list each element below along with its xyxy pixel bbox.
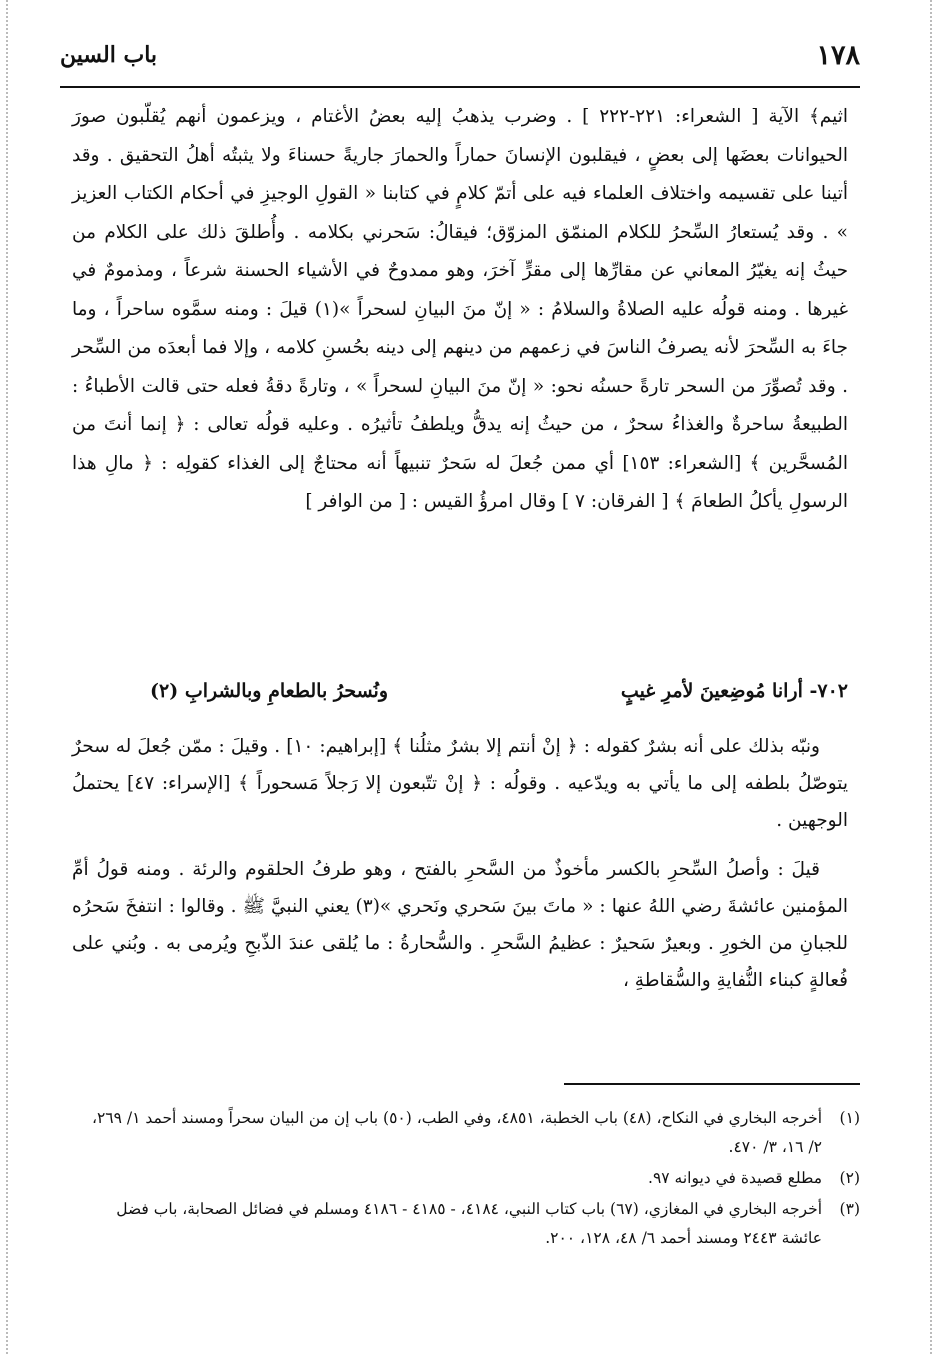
footnote xyxy=(78,1164,860,1193)
verse-hemistich-1: ٧٠٢- أرانا مُوضِعينَ لأمرِ غيبٍ xyxy=(620,680,848,702)
page-number: ١٧٨ xyxy=(816,40,860,71)
footnotes xyxy=(78,1104,860,1255)
verse-hemistich-2: ونُسحرُ بالطعامِ وبالشرابِ (٢) xyxy=(150,680,389,702)
main-text xyxy=(72,98,848,522)
footnote-text: مطلع قصيدة في ديوانه ٩٧. xyxy=(648,1169,822,1187)
chapter-title: باب السين xyxy=(60,42,158,68)
poetry-verse xyxy=(150,680,848,702)
page-header xyxy=(60,40,860,82)
footnote-number: (١) xyxy=(839,1109,860,1127)
footnote-divider xyxy=(564,1083,860,1085)
scan-edge-dots-right xyxy=(930,0,932,1354)
header-divider xyxy=(60,86,860,88)
footnote xyxy=(78,1104,860,1162)
footnote xyxy=(78,1195,860,1253)
footnote-text: أخرجه البخاري في النكاح، (٤٨) باب الخطبة، ٤٨٥١، وفي الطب، (٥٠) باب إن من البيان سحراً ومسند أحمد ١/ ٢٦٩، ٢/ ١٦، ٣/ ٤٧٠. xyxy=(91,1109,822,1156)
main-text-continued xyxy=(72,728,848,1011)
paragraph-1: اثيم﴾ الآية [ الشعراء: ٢٢١-٢٢٢ ] . وضرب يذهبُ إليه بعضُ الأغتام ، ويزعمون أنهم يُقلّبون صورَ الحيوانات بعضَها إلى بعضٍ ، فيقلبون الإنسانَ حماراً والحمارَ جاريةً حسناءَ ولا يثبتُه أهلُ التحقيق . وقد أتينا على تقسيمه واختلاف العلماء فيه على أتمّ كلامٍ في كتابنا « القولِ الوجيزِ في أحكام الكتاب العزيز » . وقد يُستعارُ السِّحرُ للكلام المنمّق المزوّق؛ فيقالُ: سَحرني بكلامه . وأُطلقَ ذلك على الكلام من حيثُ إنه يغيّرُ المعاني عن مقارِّها إلى مقرٍّ آخرَ، وهو ممدوحٌ في الأشياء الحسنة شرعاً ، ومذمومٌ في غيرها . ومنه قولُه عليه الصلاةُ والسلامُ : « إنّ منَ البيانِ لسحراً »(١) قيلَ : ومنه سمَّوه ساحراً ، وما جاءَ به السِّحرَ لأنه يصرفُ الناسَ في زعمهم من دينهم إلى دينه بحُسنِ كلامه ، وإلا فما أبعدَه من السِّحر . وقد تُصوِّرَ من السحر تارةً حسنُه نحو: « إنّ منَ البيانِ لسحراً » ، وتارةً دقةُ فعله حتى قالت الأطباءُ : الطبيعةُ ساحرةٌ والغذاءُ سحرٌ ، من حيثُ إنه يدقُّ ويلطفُ تأثيرُه . وعليه قولُه تعالى : ﴿ إنما أنتَ من المُسحَّرين ﴾ [الشعراء: ١٥٣] أي ممن جُعلَ له سَحرٌ تنبيهاً أنه محتاجٌ إلى الغذاء كقولِه : ﴿ مالِ هذا الرسولِ يأكلُ الطعامَ ﴾ [ الفرقان: ٧ ] وقال امرؤُ القيس : [ من الوافر ] xyxy=(72,106,848,512)
paragraph-2: ونبّه بذلك على أنه بشرٌ كقوله : ﴿ إنْ أنتم إلا بشرٌ مثلُنا ﴾ [إبراهيم: ١٠] . وقيلَ : ممّن جُعلَ له سحرٌ يتوصّلُ بلطفه إلى ما يأتي به ويدّعيه . وقولُه : ﴿ إنْ تتّبعون إلا رَجلاً مَسحوراً ﴾ [الإسراء: ٤٧] يحتملُ الوجهين . xyxy=(72,736,848,831)
scan-edge-dots-left xyxy=(6,0,8,1354)
footnote-number: (٣) xyxy=(839,1200,860,1218)
footnote-text: أخرجه البخاري في المغازي، (٦٧) باب كتاب النبي، ٤١٨٤، - ٤١٨٥ - ٤١٨٦ ومسلم في فضائل الصحابة، باب فضل عائشة ٢٤٤٣ ومسند أحمد ٦/ ٤٨، ١٢٨، ٢٠٠. xyxy=(116,1200,822,1247)
footnote-number: (٢) xyxy=(839,1169,860,1187)
paragraph-3: قيلَ : وأصلُ السِّحرِ بالكسر مأخوذٌ من السَّحرِ بالفتح ، وهو طرفُ الحلقوم والرئة . ومنه قولُ أمِّ المؤمنين عائشةَ رضي اللهُ عنها : « ماتَ بينَ سَحري ونَحري »(٣) يعني النبيَّ ﷺ . وقالوا : انتفخَ سَحرُه للجبانِ من الخورِ . وبعيرٌ سَحيرٌ : عظيمُ السَّحرِ . والسُّحارةُ : ما يُلقى عندَ الذّبحِ ويُرمى به . وبُني على فُعالةٍ كبناء النُّفايةِ والسُّقاطةِ ، xyxy=(72,859,848,991)
